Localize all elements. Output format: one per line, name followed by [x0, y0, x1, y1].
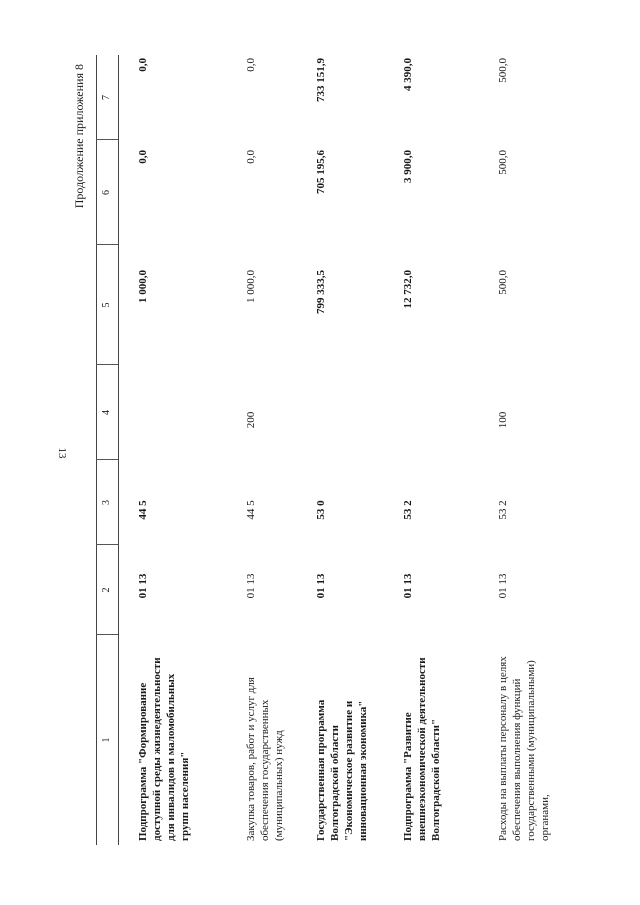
row-name: Подпрограмма "Развитие внешнеэкономической деятельности Волгоградской области"	[402, 657, 442, 841]
row-amount-year-1: 1 000,0	[245, 270, 257, 303]
row-target-article: 44 5	[245, 500, 257, 520]
header-col-6: 6	[101, 190, 112, 195]
row-amount-year-2: 705 195,6	[315, 150, 327, 194]
row-amount-year-1: 1 000,0	[137, 270, 149, 303]
row-section: 01 13	[497, 573, 509, 599]
row-expense-type: 100	[497, 411, 509, 429]
row-amount-year-2: 0,0	[245, 150, 257, 164]
row-amount-year-1: 500,0	[497, 270, 509, 295]
row-amount-year-2: 3 900,0	[402, 150, 414, 183]
row-name: Государственная программа Волгоградской области "Экономическое развитие и инновационная экономика"	[315, 699, 369, 841]
row-target-article: 44 5	[137, 500, 149, 520]
row-name: Расходы на выплаты персоналу в целях обеспечения выполнения функций государственными (муниципальными) органами,	[497, 656, 551, 841]
row-target-article: 53 2	[402, 500, 414, 520]
row-amount-year-1: 799 333,5	[315, 270, 327, 314]
row-amount-year-3: 500,0	[497, 58, 509, 83]
row-name: Закупка товаров, работ и услуг для обеспечения государственных (муниципальных) нужд	[245, 677, 285, 841]
header-col-5: 5	[101, 302, 112, 308]
row-target-article: 53 2	[497, 500, 509, 520]
row-section: 01 13	[402, 573, 414, 599]
row-name: Подпрограмма "Формирование доступной среды жизнедеятельности для инвалидов и маломобильных групп населения"	[137, 657, 191, 841]
header-col-2: 2	[101, 587, 112, 593]
header-col-1: 1	[101, 737, 112, 743]
row-section: 01 13	[315, 573, 327, 599]
header-bottom-rule	[118, 55, 119, 845]
row-amount-year-3: 0,0	[137, 58, 149, 72]
row-amount-year-2: 500,0	[497, 150, 509, 175]
row-amount-year-3: 733 151,9	[315, 58, 327, 102]
header-col-7: 7	[101, 95, 112, 100]
row-amount-year-2: 0,0	[137, 150, 149, 164]
page-number: 13	[56, 447, 68, 459]
row-target-article: 53 0	[315, 500, 327, 520]
annex-caption: Продолжение приложения 8	[72, 64, 86, 209]
row-amount-year-3: 4 390,0	[402, 58, 414, 91]
header-col-4: 4	[101, 410, 112, 415]
row-section: 01 13	[137, 573, 149, 599]
row-expense-type: 200	[245, 411, 257, 429]
row-amount-year-3: 0,0	[245, 58, 257, 72]
row-amount-year-1: 12 732,0	[402, 270, 414, 309]
row-section: 01 13	[245, 573, 257, 599]
header-col-3: 3	[101, 500, 112, 505]
